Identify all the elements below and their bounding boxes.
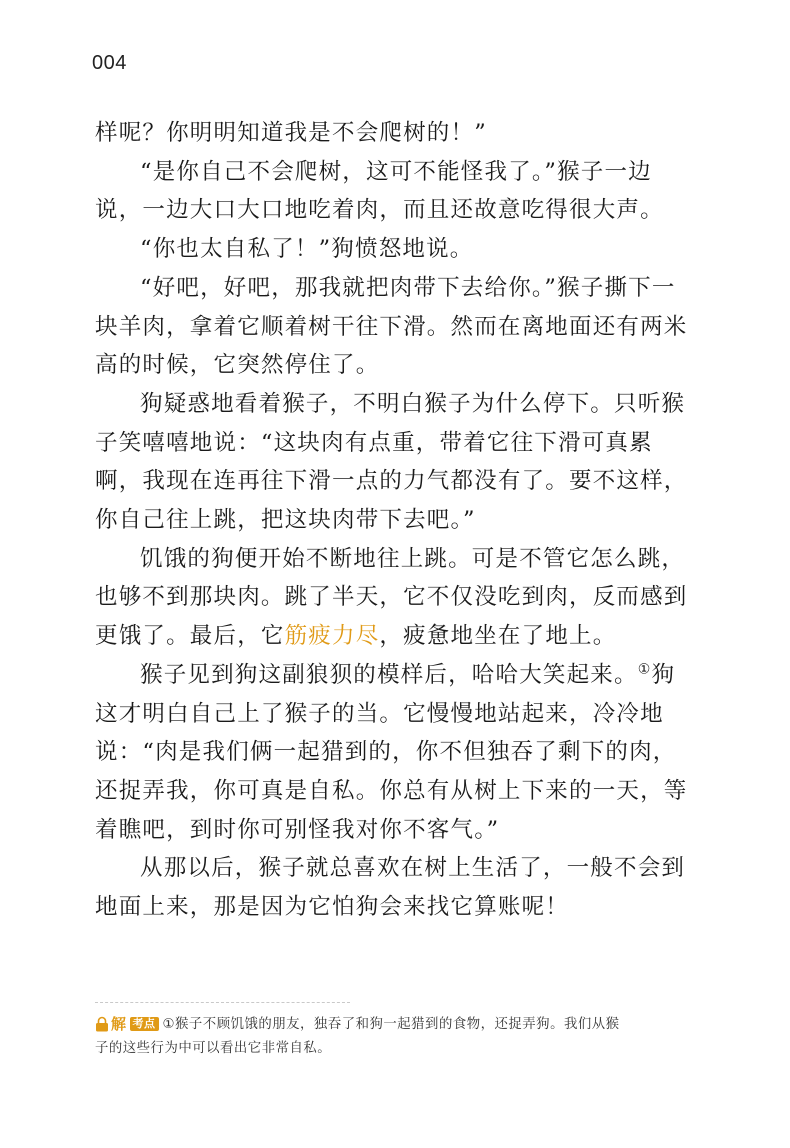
text-segment: 猴子见到狗这副狼狈的模样后，哈哈大笑起来。 xyxy=(140,661,638,688)
story-line xyxy=(95,656,675,695)
text-segment: 高的时候，它突然停住了。 xyxy=(95,352,380,379)
text-segment: 啊，我现在连再往下滑一点的力气都没有了。要不这样， xyxy=(95,468,688,495)
text-segment: 饥饿的狗便开始不断地往上跳。可是不管它怎么跳， xyxy=(140,545,686,572)
text-segment: 说：“肉是我们俩一起猎到的，你不但独吞了剩下的肉， xyxy=(95,739,677,766)
text-segment: “好吧，好吧，那我就把肉带下去给你。”猴子撕下一 xyxy=(140,274,676,301)
text-segment: 更饿了。最后，它 xyxy=(95,623,285,650)
story-line xyxy=(95,849,686,888)
note-tag: 考点 xyxy=(130,1017,159,1031)
story-line xyxy=(95,385,686,424)
story-line xyxy=(95,346,675,385)
lock-icon xyxy=(95,1016,109,1032)
story-line xyxy=(95,230,675,269)
story-line xyxy=(95,269,675,308)
annotation-note xyxy=(95,1012,675,1061)
text-segment: 块羊肉，拿着它顺着树干往下滑。然而在离地面还有两米 xyxy=(95,313,688,340)
text-segment: 你自己往上跳，把这块肉带下去吧。” xyxy=(95,507,476,534)
text-segment: 说，一边大口大口地吃着肉，而且还故意吃得很大声。 xyxy=(95,197,664,224)
story-line xyxy=(95,153,675,192)
highlighted-phrase: 筋疲力尽 xyxy=(284,623,380,650)
story-line xyxy=(95,695,675,734)
text-segment: 狗 xyxy=(651,661,676,688)
text-segment: 也够不到那块肉。跳了半天，它不仅没吃到肉，反而感到 xyxy=(95,584,688,611)
note-header xyxy=(95,1012,159,1036)
story-line xyxy=(95,811,675,850)
story-line xyxy=(95,191,675,230)
note-line-2: 子的这些行为中可以看出它非常自私。 xyxy=(95,1041,332,1056)
story-line xyxy=(95,617,675,656)
text-segment: “是你自己不会爬树，这可不能怪我了。”猴子一边 xyxy=(140,158,652,185)
story-line xyxy=(95,308,688,347)
note-line-1 xyxy=(95,1012,675,1037)
story-line xyxy=(95,424,675,463)
story-line xyxy=(95,733,675,772)
page-number: 004 xyxy=(92,52,127,74)
story-line xyxy=(95,114,675,153)
story-line xyxy=(95,578,688,617)
story-text xyxy=(95,114,688,927)
story-line xyxy=(95,772,688,811)
text-segment: 从那以后，猴子就总喜欢在树上生活了，一般不会到 xyxy=(140,855,686,882)
note-label: 解 xyxy=(111,1015,127,1033)
story-line xyxy=(95,540,686,579)
text-segment: 着瞧吧，到时你可别怪我对你不客气。” xyxy=(95,816,500,843)
note-text: ①猴子不顾饥饿的朋友，独吞了和狗一起猎到的食物，还捉弄狗。我们从猴 xyxy=(162,1017,620,1032)
text-segment: 还捉弄我，你可真是自私。你总有从树上下来的一天，等 xyxy=(95,777,688,804)
text-segment: “你也太自私了！”狗愤怒地说。 xyxy=(140,236,474,263)
text-segment: ，疲惫地坐在了地上。 xyxy=(379,623,617,650)
story-line xyxy=(95,888,675,927)
annotation-marker: ① xyxy=(637,661,652,678)
text-segment: 子笑嘻嘻地说：“这块肉有点重，带着它往下滑可真累 xyxy=(95,429,653,456)
text-segment: 这才明白自己上了猴子的当。它慢慢地站起来，冷冷地 xyxy=(95,700,664,727)
note-divider xyxy=(95,1002,350,1003)
story-line xyxy=(95,462,688,501)
text-segment: 狗疑惑地看着猴子，不明白猴子为什么停下。只听猴 xyxy=(140,390,686,417)
text-segment: 地面上来，那是因为它怕狗会来找它算账呢！ xyxy=(95,894,570,921)
text-segment: 样呢？你明明知道我是不会爬树的！” xyxy=(95,120,487,146)
story-line xyxy=(95,501,675,540)
